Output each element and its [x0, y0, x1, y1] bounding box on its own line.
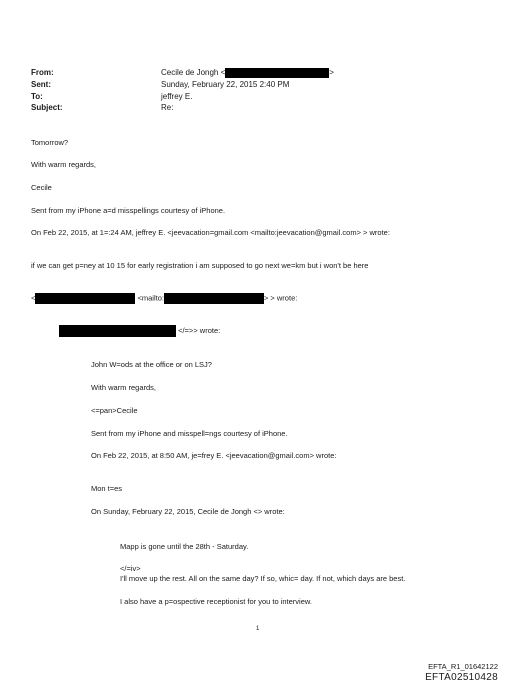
body-line: John W=ods at the office or on LSJ?: [91, 360, 212, 369]
redaction-block: [59, 325, 176, 337]
wrote-text: > > wrote:: [263, 293, 298, 303]
redacted-sender-line: [59, 325, 220, 337]
body-line: With warm regards,: [91, 383, 157, 392]
body-line: I also have a p=ospective receptionist for you to interview.: [120, 597, 312, 606]
bracket-text: <: [31, 293, 36, 303]
from-value: [161, 68, 334, 78]
wrote-text: </=>> wrote:: [178, 325, 221, 335]
sent-value: Sunday, February 22, 2015 2:40 PM: [161, 80, 290, 89]
redaction-block: [225, 68, 329, 78]
redaction-block: [35, 293, 135, 304]
body-line: Sent from my iPhone and misspell=ngs courtesy of iPhone.: [91, 429, 288, 438]
body-line: </=iv>: [120, 564, 141, 573]
to-label: To:: [31, 92, 43, 101]
body-line: if we can get p=ney at 10 15 for early registration i am supposed to go next we=km but i won't be here: [31, 261, 369, 270]
page-number: 1: [256, 626, 260, 632]
subject-label: Subject:: [31, 103, 63, 112]
from-name: Cecile de Jongh <: [161, 68, 226, 78]
from-close: >: [329, 68, 334, 78]
body-line: On Sunday, February 22, 2015, Cecile de Jongh <> wrote:: [91, 507, 285, 516]
redaction-block: [164, 293, 264, 304]
body-line: Mapp is gone until the 28th - Saturday.: [120, 542, 249, 551]
body-line: Mon t=es: [91, 484, 123, 493]
body-line: On Feb 22, 2015, at 8:50 AM, je=frey E. <jeevacation@gmail.com> wrote:: [91, 451, 337, 460]
body-line: I'll move up the rest. All on the same day? If so, whic= day. If not, which days are best.: [120, 574, 406, 583]
mailto-text: <mailto:: [137, 293, 164, 303]
bates-number-secondary: EFTA02510428: [425, 672, 498, 683]
body-line: Sent from my iPhone a=d misspellings courtesy of iPhone.: [31, 206, 226, 215]
subject-value: Re:: [161, 103, 174, 112]
body-line: <=pan>Cecile: [91, 406, 138, 415]
body-line: With warm regards,: [31, 160, 97, 169]
from-label: From:: [31, 68, 54, 77]
sent-label: Sent:: [31, 80, 51, 89]
body-line: On Feb 22, 2015, at 1=:24 AM, jeffrey E. <jeevacation=gmail.com <mailto:jeevacation@gmail.com> > wrote:: [31, 228, 390, 237]
redacted-address-line: [31, 293, 297, 304]
to-value: jeffrey E.: [161, 92, 193, 101]
bates-number-primary: EFTA_R1_01642122: [428, 662, 498, 671]
body-line: Cecile: [31, 183, 52, 192]
body-line: Tomorrow?: [31, 138, 69, 147]
